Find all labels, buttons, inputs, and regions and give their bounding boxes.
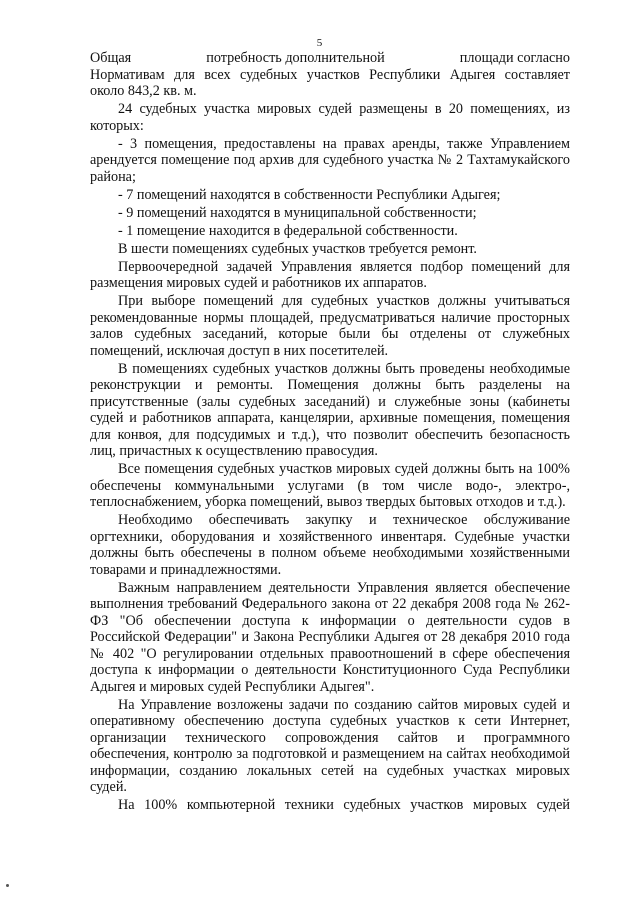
paragraph [90, 361, 570, 460]
paragraph [90, 187, 570, 204]
text-line: залов судебных заседаний, которые были бы отделены от служебных [90, 326, 570, 342]
paragraph [90, 512, 570, 578]
text-line: - 7 помещений находятся в собственности Республики Адыгея; [118, 186, 501, 203]
text-line [90, 50, 570, 67]
text-line: района; [90, 168, 136, 185]
paragraph [90, 259, 570, 292]
text-line: доступа к информации о деятельности Конституционного Суда Республики [90, 662, 570, 678]
text-line: товарами и принадлежностями. [90, 561, 282, 578]
text-line: - 1 помещение находится в федеральной собственности. [118, 222, 458, 239]
text-line: должны быть обеспечены в полном объеме необходимыми хозяйственными [90, 545, 570, 561]
text-line: При выборе помещений для судебных участков должны учитываться [118, 293, 570, 309]
text-line: судей. [90, 779, 127, 795]
paragraph [90, 50, 570, 100]
text-line: которых: [90, 117, 144, 134]
text-line: рекомендованные нормы площадей, предусматриваться наличие просторных [90, 309, 570, 326]
paragraph [90, 797, 570, 814]
text-line: организации технического сопровождения сайтов и программного [90, 729, 570, 746]
text-line: Российской Федерации" и Закона Республики Адыгея от 28 декабря 2010 года [90, 629, 570, 645]
text-fragment: Общая [90, 50, 132, 66]
text-line: оперативному обеспечению доступа судебных участков к сети Интернет, [90, 713, 570, 729]
text-line: В шести помещениях судебных участков требуется ремонт. [118, 240, 477, 257]
paragraph [90, 293, 570, 359]
text-line: выполнения требований Федерального закона от 22 декабря 2008 года № 262- [90, 596, 570, 612]
text-line: - 9 помещений находятся в муниципальной собственности; [118, 204, 477, 221]
text-line: помещений, исключая доступ в них посетителей. [90, 342, 389, 359]
text-fragment: площади согласно [459, 50, 570, 66]
text-line: В помещениях судебных участков должны быть проведены необходимые [118, 360, 570, 377]
text-line: обеспечения, контролю за подготовкой и размещением на сайтах необходимой [90, 746, 570, 762]
paragraph [90, 697, 570, 796]
text-line: оргтехники, оборудования и хозяйственного инвентаря. Судебные участки [90, 528, 570, 545]
text-line: На 100% компьютерной техники судебных участков мировых судей [118, 797, 570, 813]
paragraph [90, 461, 570, 511]
page-number: 5 [316, 37, 323, 49]
text-line: судей и работников аппарата, канцелярии, архивные помещения, помещения [90, 410, 570, 426]
text-line: Нормативам для всех судебных участков Республики Адыгея составляет [90, 66, 570, 83]
paragraph [90, 205, 570, 222]
text-line: Важным направлением деятельности Управления является обеспечение [118, 579, 570, 596]
text-line: обеспечены коммунальными услугами (в том числе водо-, электро-, [90, 477, 570, 494]
text-line: присутственные (залы судебных заседаний) и служебные зоны (кабинеты [90, 393, 570, 410]
text-line: Необходимо обеспечивать закупку и техническое обслуживание [118, 512, 570, 528]
text-line: ФЗ "Об обеспечении доступа к информации о деятельности судов в [90, 612, 570, 629]
scan-speck [6, 884, 9, 887]
paragraph [90, 580, 570, 696]
paragraph [90, 101, 570, 134]
text-line: размещения мировых судей и работников их аппаратов. [90, 275, 427, 291]
text-line: Все помещения судебных участков мировых судей должны быть на 100% [118, 461, 570, 477]
text-line: реконструкции и ремонты. Помещения должны быть разделены на [90, 377, 570, 393]
text-line: Адыгея и мировых судей Республики Адыгея". [90, 678, 375, 695]
text-line: Первоочередной задачей Управления является подбор помещений для [118, 258, 570, 275]
text-line: арендуется помещение под архив для судебного участка № 2 Тахтамукайского [90, 152, 570, 168]
text-line: На Управление возложены задачи по созданию сайтов мировых судей и [118, 696, 570, 713]
paragraph [90, 241, 570, 258]
text-line: - 3 помещения, предоставлены на правах аренды, также Управлением [118, 135, 570, 152]
text-line: лиц, причастных к осуществлению правосудия. [90, 443, 378, 459]
text-line: для конвоя, для подсудимых и т.д.), что позволит обеспечить безопасность [90, 426, 570, 443]
text-line: информации, созданию локальных сетей на судебных участках мировых [90, 762, 570, 779]
text-line: около 843,2 кв. м. [90, 83, 197, 99]
text-line: № 402 "О регулировании отдельных правоотношений в сфере обеспечения [90, 645, 570, 662]
paragraph [90, 223, 570, 240]
text-fragment: потребность дополнительной [206, 50, 385, 66]
paragraph [90, 136, 570, 186]
document-body [90, 50, 570, 814]
text-line: 24 судебных участка мировых судей размещены в 20 помещениях, из [118, 101, 570, 117]
text-line: теплоснабжением, уборка помещений, вывоз твердых бытовых отходов и т.д.). [90, 494, 566, 510]
